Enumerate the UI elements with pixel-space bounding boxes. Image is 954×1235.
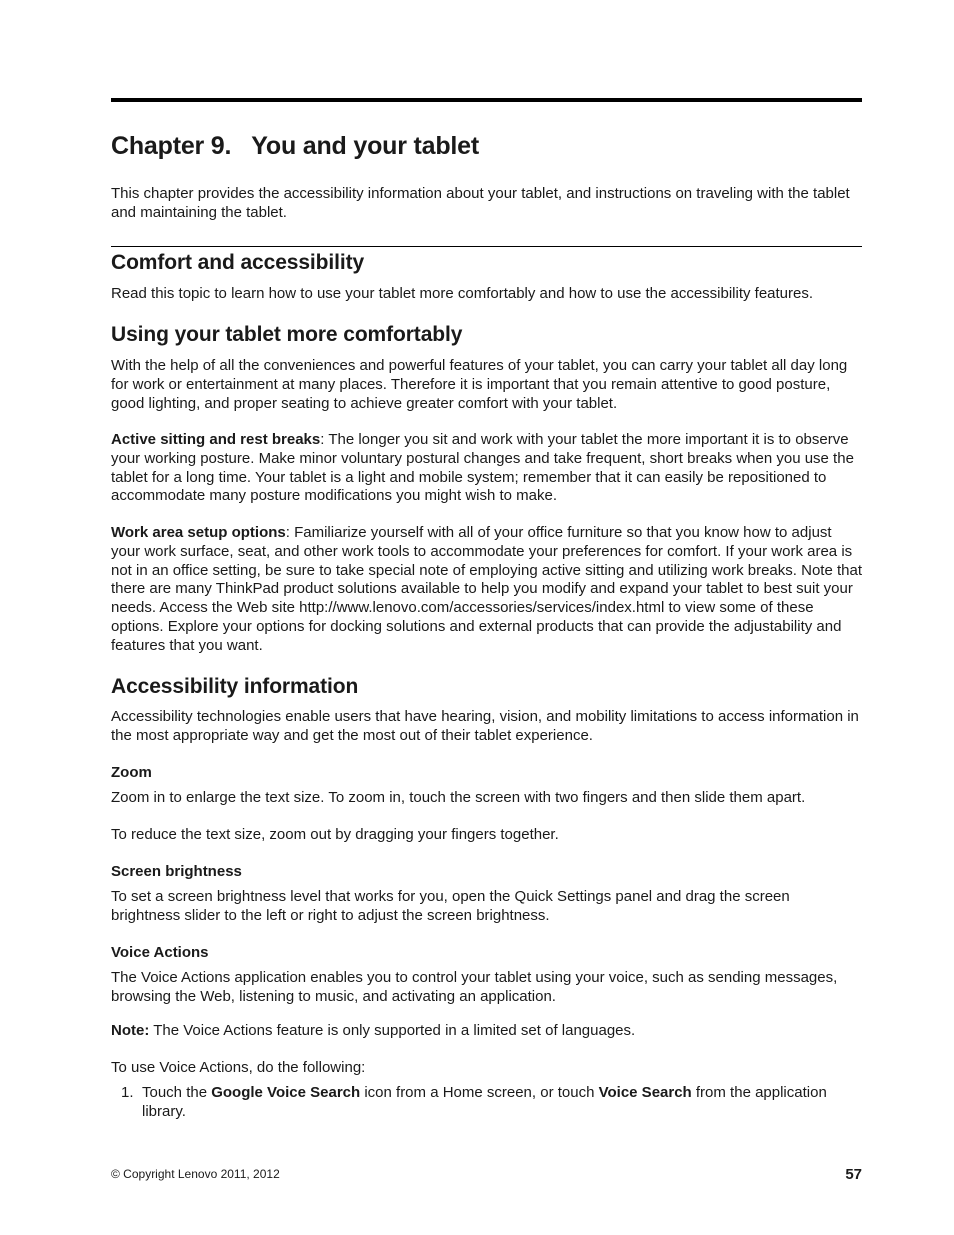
zoom-paragraph-1: Zoom in to enlarge the text size. To zoom in, touch the screen with two fingers and then slide them apart. bbox=[111, 789, 806, 806]
step-number: 1. bbox=[121, 1084, 134, 1101]
accessibility-paragraph: Accessibility technologies enable users that have hearing, vision, and mobility limitations to access information in the most appropriate way and get the most out of their tablet experience. bbox=[111, 708, 859, 744]
zoom-paragraph-2: To reduce the text size, zoom out by dragging your fingers together. bbox=[111, 826, 559, 843]
intro-paragraph: This chapter provides the accessibility information about your tablet, and instructions on traveling with the tablet and maintaining the tablet. bbox=[111, 185, 850, 221]
heading-using: Using your tablet more comfortably bbox=[111, 323, 463, 346]
work-area-paragraph bbox=[111, 524, 862, 656]
active-sitting-text: : The longer you sit and work with your tablet the more important it is to observe your working posture. Make minor voluntary postural changes and take frequent, short breaks when you use the tablet for a long time. Your tablet is a light and mobile system; remember that it can easily be repositioned to accommodate many posture modifications you might wish to make. bbox=[111, 431, 854, 505]
section-rule bbox=[111, 246, 862, 247]
chapter-number: Chapter 9. bbox=[111, 132, 232, 160]
top-rule bbox=[111, 98, 862, 102]
work-area-label: Work area setup options bbox=[111, 524, 286, 541]
chapter-title bbox=[111, 132, 479, 161]
comfort-paragraph: Read this topic to learn how to use your tablet more comfortably and how to use the accessibility features. bbox=[111, 285, 814, 302]
step-text bbox=[142, 1084, 862, 1122]
active-sitting-paragraph bbox=[111, 431, 862, 506]
active-sitting-label: Active sitting and rest breaks bbox=[111, 431, 321, 448]
step-text-mid: icon from a Home screen, or touch bbox=[360, 1084, 599, 1101]
chapter-name: You and your tablet bbox=[251, 132, 479, 160]
step-text-post: from the application library. bbox=[142, 1084, 827, 1120]
brightness-paragraph: To set a screen brightness level that works for you, open the Quick Settings panel and drag the screen brightness slider to the left or right to adjust the screen brightness. bbox=[111, 888, 790, 924]
heading-comfort: Comfort and accessibility bbox=[111, 251, 365, 274]
note-text: The Voice Actions feature is only supported in a limited set of languages. bbox=[149, 1022, 636, 1039]
page-number: 57 bbox=[845, 1166, 862, 1183]
heading-screen-brightness: Screen brightness bbox=[111, 863, 242, 880]
voice-search-label: Voice Search bbox=[598, 1084, 692, 1101]
heading-zoom: Zoom bbox=[111, 764, 152, 781]
voice-paragraph: The Voice Actions application enables you to control your tablet using your voice, such as sending messages, browsing the Web, listening to music, and activating an application. bbox=[111, 969, 838, 1005]
step-text-pre: Touch the bbox=[142, 1084, 212, 1101]
heading-voice-actions: Voice Actions bbox=[111, 944, 209, 961]
using-paragraph: With the help of all the conveniences and powerful features of your tablet, you can carry your tablet all day long for work or entertainment at many places. Therefore it is important that you remain attentive to good posture, good lighting, and proper seating to achieve greater comfort with your tablet. bbox=[111, 357, 848, 412]
google-voice-search-label: Google Voice Search bbox=[211, 1084, 361, 1101]
footer-copyright: © Copyright Lenovo 2011, 2012 bbox=[111, 1167, 280, 1181]
voice-steps-intro: To use Voice Actions, do the following: bbox=[111, 1059, 366, 1076]
voice-note bbox=[111, 1022, 862, 1041]
work-area-text: : Familiarize yourself with all of your office furniture so that you know how to adjust your work surface, seat, and other work tools to accommodate your preferences for comfort. If your work area is not in an office setting, be sure to take special note of employing active sitting and utilizing work breaks. Note that there are many ThinkPad product solutions available to help you modify and expand your tablet to best suit your needs. Access the Web site http://www.lenovo.com/accessories/services/index.html to view some of these options. Explore your options for docking solutions and external products that can provide the adjustability and features that you want. bbox=[111, 524, 862, 654]
heading-accessibility: Accessibility information bbox=[111, 675, 359, 698]
note-label: Note: bbox=[111, 1022, 150, 1039]
